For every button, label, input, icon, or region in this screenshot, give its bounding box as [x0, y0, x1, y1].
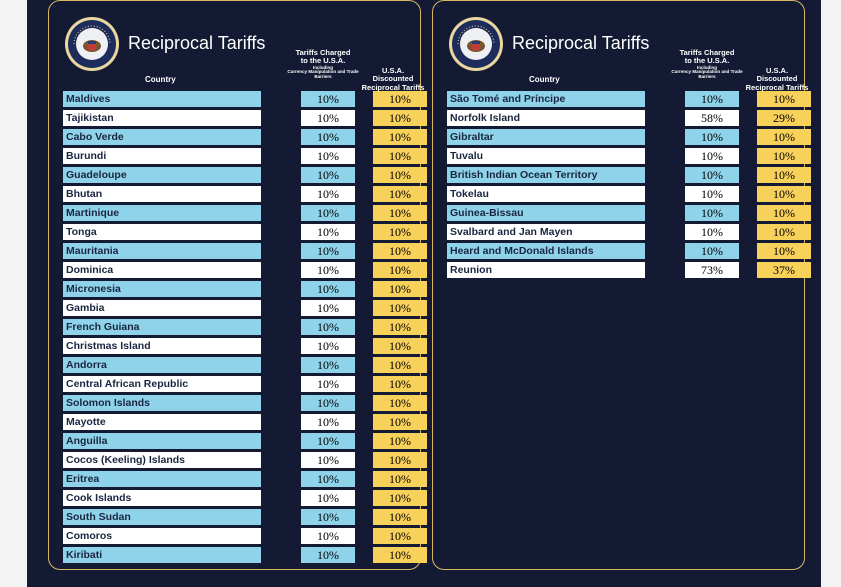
discounted-cell: 10%	[757, 186, 811, 202]
discounted-cell: 10%	[757, 224, 811, 240]
charged-header-line3: Including	[697, 64, 717, 70]
discounted-cell: 10%	[373, 148, 427, 164]
charged-cell: 10%	[301, 224, 355, 240]
discounted-cell: 10%	[373, 319, 427, 335]
table-row	[49, 242, 420, 261]
country-cell: Eritrea	[63, 471, 261, 487]
country-cell: French Guiana	[63, 319, 261, 335]
discounted-cell: 10%	[373, 167, 427, 183]
charged-cell: 10%	[301, 110, 355, 126]
country-column-header: Country	[529, 75, 560, 84]
charged-cell: 10%	[301, 433, 355, 449]
table-row	[49, 413, 420, 432]
table-row	[49, 299, 420, 318]
charged-cell: 10%	[301, 186, 355, 202]
country-cell: Tajikistan	[63, 110, 261, 126]
discounted-cell: 10%	[757, 91, 811, 107]
table-row	[433, 242, 804, 261]
table-row	[49, 527, 420, 546]
presidential-seal-icon	[64, 16, 120, 72]
discounted-cell: 10%	[373, 224, 427, 240]
charged-cell: 10%	[301, 547, 355, 563]
discounted-cell: 10%	[373, 91, 427, 107]
charged-cell: 10%	[685, 243, 739, 259]
discounted-cell: 10%	[373, 490, 427, 506]
page-title: Reciprocal Tariffs	[512, 33, 650, 53]
table-row	[49, 508, 420, 527]
table-row	[49, 451, 420, 470]
left-panel	[48, 0, 425, 570]
discounted-column-header	[745, 67, 809, 92]
discounted-cell: 10%	[373, 471, 427, 487]
table-row	[49, 432, 420, 451]
country-cell: British Indian Ocean Territory	[447, 167, 645, 183]
table-row	[49, 375, 420, 394]
charged-cell: 10%	[685, 205, 739, 221]
country-cell: Christmas Island	[63, 338, 261, 354]
table-row	[49, 90, 420, 109]
country-cell: Cook Islands	[63, 490, 261, 506]
charged-header-line4: Currency Manipulation and Trade Barriers	[671, 69, 743, 80]
discounted-cell: 10%	[757, 148, 811, 164]
country-cell: Dominica	[63, 262, 261, 278]
discounted-cell: 10%	[373, 452, 427, 468]
right-panel	[432, 0, 809, 570]
charged-cell: 10%	[301, 281, 355, 297]
charged-cell: 10%	[301, 319, 355, 335]
discounted-header-line1: U.S.A. Discounted	[756, 66, 798, 84]
discounted-cell: 37%	[757, 262, 811, 278]
discounted-cell: 10%	[373, 129, 427, 145]
country-cell: Burundi	[63, 148, 261, 164]
table-row	[49, 109, 420, 128]
country-cell: Mayotte	[63, 414, 261, 430]
country-cell: Comoros	[63, 528, 261, 544]
discounted-header-line2: Reciprocal Tariffs	[361, 82, 425, 92]
charged-cell: 10%	[685, 91, 739, 107]
country-cell: Bhutan	[63, 186, 261, 202]
country-cell: Solomon Islands	[63, 395, 261, 411]
country-cell: Gambia	[63, 300, 261, 316]
discounted-column-header	[361, 67, 425, 92]
table-row	[433, 109, 804, 128]
country-cell: São Tomé and Príncipe	[447, 91, 645, 107]
table-row	[433, 147, 804, 166]
discounted-cell: 10%	[373, 509, 427, 525]
left-table	[49, 90, 420, 565]
country-cell: Maldives	[63, 91, 261, 107]
table-row	[49, 489, 420, 508]
table-row	[433, 128, 804, 147]
discounted-cell: 29%	[757, 110, 811, 126]
charged-header-line3: Including	[313, 64, 333, 70]
country-column-header: Country	[145, 75, 176, 84]
table-row	[49, 546, 420, 565]
charged-cell: 10%	[301, 490, 355, 506]
charged-cell: 58%	[685, 110, 739, 126]
table-row	[49, 204, 420, 223]
charged-column-header	[279, 49, 367, 80]
discounted-cell: 10%	[373, 262, 427, 278]
charged-cell: 10%	[301, 376, 355, 392]
table-row	[433, 185, 804, 204]
charged-cell: 10%	[301, 338, 355, 354]
page-title: Reciprocal Tariffs	[128, 33, 266, 53]
table-row	[49, 128, 420, 147]
country-cell: Tuvalu	[447, 148, 645, 164]
charged-cell: 10%	[301, 395, 355, 411]
table-row	[49, 223, 420, 242]
charged-header-line1: Tariffs Charged	[679, 48, 735, 57]
table-row	[49, 147, 420, 166]
table-row	[433, 204, 804, 223]
discounted-cell: 10%	[757, 129, 811, 145]
country-cell: Tonga	[63, 224, 261, 240]
table-row	[433, 90, 804, 109]
charged-cell: 10%	[685, 129, 739, 145]
discounted-cell: 10%	[373, 300, 427, 316]
charged-column-header	[663, 49, 751, 80]
discounted-cell: 10%	[373, 433, 427, 449]
country-cell: Martinique	[63, 205, 261, 221]
discounted-header-line2: Reciprocal Tariffs	[745, 82, 809, 92]
charged-cell: 10%	[301, 509, 355, 525]
charged-cell: 10%	[301, 262, 355, 278]
table-row	[433, 166, 804, 185]
charged-header-line1: Tariffs Charged	[295, 48, 351, 57]
table-row	[49, 261, 420, 280]
table-row	[49, 166, 420, 185]
charged-cell: 10%	[301, 205, 355, 221]
table-row	[49, 318, 420, 337]
charged-cell: 10%	[301, 243, 355, 259]
charged-cell: 10%	[301, 91, 355, 107]
charged-cell: 10%	[685, 148, 739, 164]
country-cell: Tokelau	[447, 186, 645, 202]
charged-cell: 10%	[685, 186, 739, 202]
charged-cell: 10%	[301, 148, 355, 164]
discounted-cell: 10%	[373, 243, 427, 259]
country-cell: Gibraltar	[447, 129, 645, 145]
charged-cell: 10%	[301, 528, 355, 544]
country-cell: Guinea-Bissau	[447, 205, 645, 221]
charged-cell: 10%	[301, 129, 355, 145]
discounted-cell: 10%	[373, 338, 427, 354]
country-cell: Cabo Verde	[63, 129, 261, 145]
country-cell: Central African Republic	[63, 376, 261, 392]
country-cell: Svalbard and Jan Mayen	[447, 224, 645, 240]
charged-cell: 10%	[301, 357, 355, 373]
table-row	[49, 394, 420, 413]
charged-cell: 10%	[685, 167, 739, 183]
discounted-cell: 10%	[373, 547, 427, 563]
country-cell: South Sudan	[63, 509, 261, 525]
discounted-cell: 10%	[373, 414, 427, 430]
discounted-cell: 10%	[373, 281, 427, 297]
table-row	[433, 261, 804, 280]
discounted-cell: 10%	[373, 395, 427, 411]
table-row	[49, 470, 420, 489]
discounted-cell: 10%	[757, 205, 811, 221]
country-cell: Cocos (Keeling) Islands	[63, 452, 261, 468]
discounted-cell: 10%	[373, 528, 427, 544]
table-row	[49, 356, 420, 375]
charged-cell: 73%	[685, 262, 739, 278]
charged-header-line2: to the U.S.A.	[684, 56, 730, 66]
country-cell: Micronesia	[63, 281, 261, 297]
discounted-cell: 10%	[373, 186, 427, 202]
discounted-cell: 10%	[373, 357, 427, 373]
charged-cell: 10%	[685, 224, 739, 240]
right-table	[433, 90, 804, 280]
table-row	[433, 223, 804, 242]
charged-cell: 10%	[301, 414, 355, 430]
country-cell: Heard and McDonald Islands	[447, 243, 645, 259]
discounted-cell: 10%	[373, 110, 427, 126]
discounted-cell: 10%	[757, 243, 811, 259]
charged-header-line2: to the U.S.A.	[300, 56, 346, 66]
charged-cell: 10%	[301, 300, 355, 316]
country-cell: Norfolk Island	[447, 110, 645, 126]
discounted-cell: 10%	[373, 376, 427, 392]
country-cell: Kiribati	[63, 547, 261, 563]
table-row	[49, 185, 420, 204]
discounted-header-line1: U.S.A. Discounted	[372, 66, 414, 84]
country-cell: Guadeloupe	[63, 167, 261, 183]
discounted-cell: 10%	[373, 205, 427, 221]
country-cell: Mauritania	[63, 243, 261, 259]
presidential-seal-icon	[448, 16, 504, 72]
discounted-cell: 10%	[757, 167, 811, 183]
charged-cell: 10%	[301, 167, 355, 183]
table-row	[49, 337, 420, 356]
charged-cell: 10%	[301, 471, 355, 487]
charged-cell: 10%	[301, 452, 355, 468]
country-cell: Anguilla	[63, 433, 261, 449]
country-cell: Reunion	[447, 262, 645, 278]
tariff-board	[27, 0, 821, 587]
charged-header-line4: Currency Manipulation and Trade Barriers	[287, 69, 359, 80]
country-cell: Andorra	[63, 357, 261, 373]
table-row	[49, 280, 420, 299]
